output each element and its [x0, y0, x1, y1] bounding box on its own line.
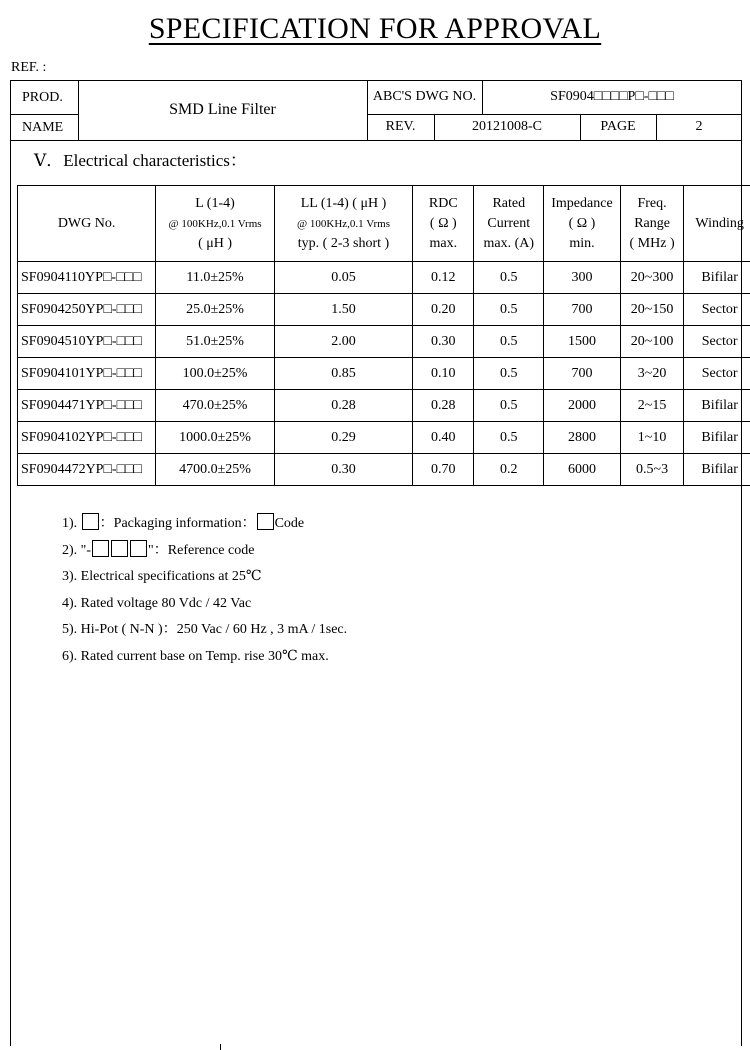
cell-leakage-inductance: 2.00 [274, 326, 412, 358]
cell-winding: Bifilar [684, 262, 750, 294]
table-row [18, 326, 750, 358]
col-header-inductance: L (1-4) @ 100KHz,0.1 Vrms ( μH ) [156, 186, 275, 262]
col-header-winding: Winding [684, 186, 750, 262]
table-row [18, 262, 750, 294]
col-header-impedance: Impedance ( Ω ) min. [544, 186, 621, 262]
cell-leakage-inductance: 0.30 [274, 454, 412, 486]
electrical-characteristics-table [17, 185, 750, 486]
cell-winding: Bifilar [684, 454, 750, 486]
cell-inductance: 1000.0±25% [156, 422, 275, 454]
cell-inductance: 25.0±25% [156, 294, 275, 326]
note-6: 6). Rated current base on Temp. rise 30℃ max. [62, 648, 329, 664]
rev-label: REV. [385, 119, 416, 134]
cell-freq-range: 3~20 [620, 358, 683, 390]
cell-leakage-inductance: 1.50 [274, 294, 412, 326]
cell-rated-current: 0.5 [474, 390, 544, 422]
cell-dwg-no: SF0904250YP□-□□□ [18, 294, 156, 326]
cell-impedance: 300 [544, 262, 621, 294]
cell-dwg-no: SF0904471YP□-□□□ [18, 390, 156, 422]
cell-freq-range: 20~300 [620, 262, 683, 294]
cell-rated-current: 0.5 [474, 326, 544, 358]
cell-leakage-inductance: 0.05 [274, 262, 412, 294]
cell-dwg-no: SF0904110YP□-□□□ [18, 262, 156, 294]
cell-dwg-no: SF0904101YP□-□□□ [18, 358, 156, 390]
col-header-leakage-inductance: LL (1-4) ( μH ) @ 100KHz,0.1 Vrms typ. ( 2-3 short ) [274, 186, 412, 262]
cell-freq-range: 20~150 [620, 294, 683, 326]
cell-impedance: 2800 [544, 422, 621, 454]
notes-list [62, 511, 347, 670]
cell-rated-current: 0.5 [474, 262, 544, 294]
cell-rdc: 0.28 [413, 390, 474, 422]
dwg-no-label: ABC'S DWG NO. [372, 89, 477, 104]
cell-impedance: 700 [544, 294, 621, 326]
page-label: PAGE [600, 119, 636, 134]
placeholder-box-icon [130, 540, 147, 557]
cell-inductance: 11.0±25% [156, 262, 275, 294]
table-row [18, 358, 750, 390]
cell-freq-range: 2~15 [620, 390, 683, 422]
note-3: 3). Electrical specifications at 25℃ [62, 569, 262, 584]
cell-impedance: 6000 [544, 454, 621, 486]
cell-inductance: 51.0±25% [156, 326, 275, 358]
col-header-dwg-no: DWG No. [18, 186, 156, 262]
col-header-freq-range: Freq. Range ( MHz ) [620, 186, 683, 262]
note-5: 5). Hi-Pot ( N-N )：250 Vac / 60 Hz , 3 mA / 1sec. [62, 622, 348, 637]
placeholder-box-icon [82, 513, 99, 530]
page-value: 2 [695, 119, 703, 134]
cell-dwg-no: SF0904472YP□-□□□ [18, 454, 156, 486]
placeholder-box-icon [111, 540, 128, 557]
note-2: 2). "- "：Reference code [62, 538, 347, 565]
name-label: NAME [22, 120, 64, 135]
cell-impedance: 700 [544, 358, 621, 390]
table-row [18, 422, 750, 454]
table-header-row [18, 186, 750, 262]
cell-impedance: 2000 [544, 390, 621, 422]
cell-rdc: 0.10 [413, 358, 474, 390]
placeholder-box-icon [92, 540, 109, 557]
cell-dwg-no: SF0904102YP□-□□□ [18, 422, 156, 454]
cell-impedance: 1500 [544, 326, 621, 358]
product-name: SMD Line Filter [169, 101, 276, 118]
cell-freq-range: 1~10 [620, 422, 683, 454]
bottom-tick-mark [220, 1044, 221, 1050]
ref-label: REF. : [11, 60, 47, 75]
table-row [18, 390, 750, 422]
cell-rdc: 0.70 [413, 454, 474, 486]
cell-winding: Bifilar [684, 422, 750, 454]
table-row [18, 294, 750, 326]
note-4: 4). Rated voltage 80 Vdc / 42 Vac [62, 595, 252, 611]
placeholder-box-icon [257, 513, 274, 530]
dwg-no-value: SF0904□□□□P□-□□□ [550, 89, 674, 104]
document-title: SPECIFICATION FOR APPROVAL [148, 12, 602, 45]
cell-rdc: 0.12 [413, 262, 474, 294]
col-header-rdc: RDC ( Ω ) max. [413, 186, 474, 262]
section-title: Ⅴ．Electrical characteristics： [34, 151, 247, 170]
col-header-rated-current: Rated Current max. (A) [474, 186, 544, 262]
cell-rated-current: 0.5 [474, 422, 544, 454]
table-row [18, 454, 750, 486]
cell-inductance: 100.0±25% [156, 358, 275, 390]
rev-value: 20121008-C [472, 119, 542, 134]
cell-leakage-inductance: 0.85 [274, 358, 412, 390]
cell-winding: Sector [684, 326, 750, 358]
cell-rdc: 0.40 [413, 422, 474, 454]
cell-rated-current: 0.5 [474, 358, 544, 390]
cell-winding: Sector [684, 358, 750, 390]
note-1: 1). ：Packaging information： Code [62, 511, 347, 538]
cell-leakage-inductance: 0.28 [274, 390, 412, 422]
cell-rated-current: 0.5 [474, 294, 544, 326]
cell-leakage-inductance: 0.29 [274, 422, 412, 454]
cell-inductance: 470.0±25% [156, 390, 275, 422]
cell-winding: Sector [684, 294, 750, 326]
cell-inductance: 4700.0±25% [156, 454, 275, 486]
cell-freq-range: 0.5~3 [620, 454, 683, 486]
cell-winding: Bifilar [684, 390, 750, 422]
cell-dwg-no: SF0904510YP□-□□□ [18, 326, 156, 358]
cell-rdc: 0.30 [413, 326, 474, 358]
cell-freq-range: 20~100 [620, 326, 683, 358]
cell-rdc: 0.20 [413, 294, 474, 326]
cell-rated-current: 0.2 [474, 454, 544, 486]
prod-label: PROD. [22, 90, 63, 105]
